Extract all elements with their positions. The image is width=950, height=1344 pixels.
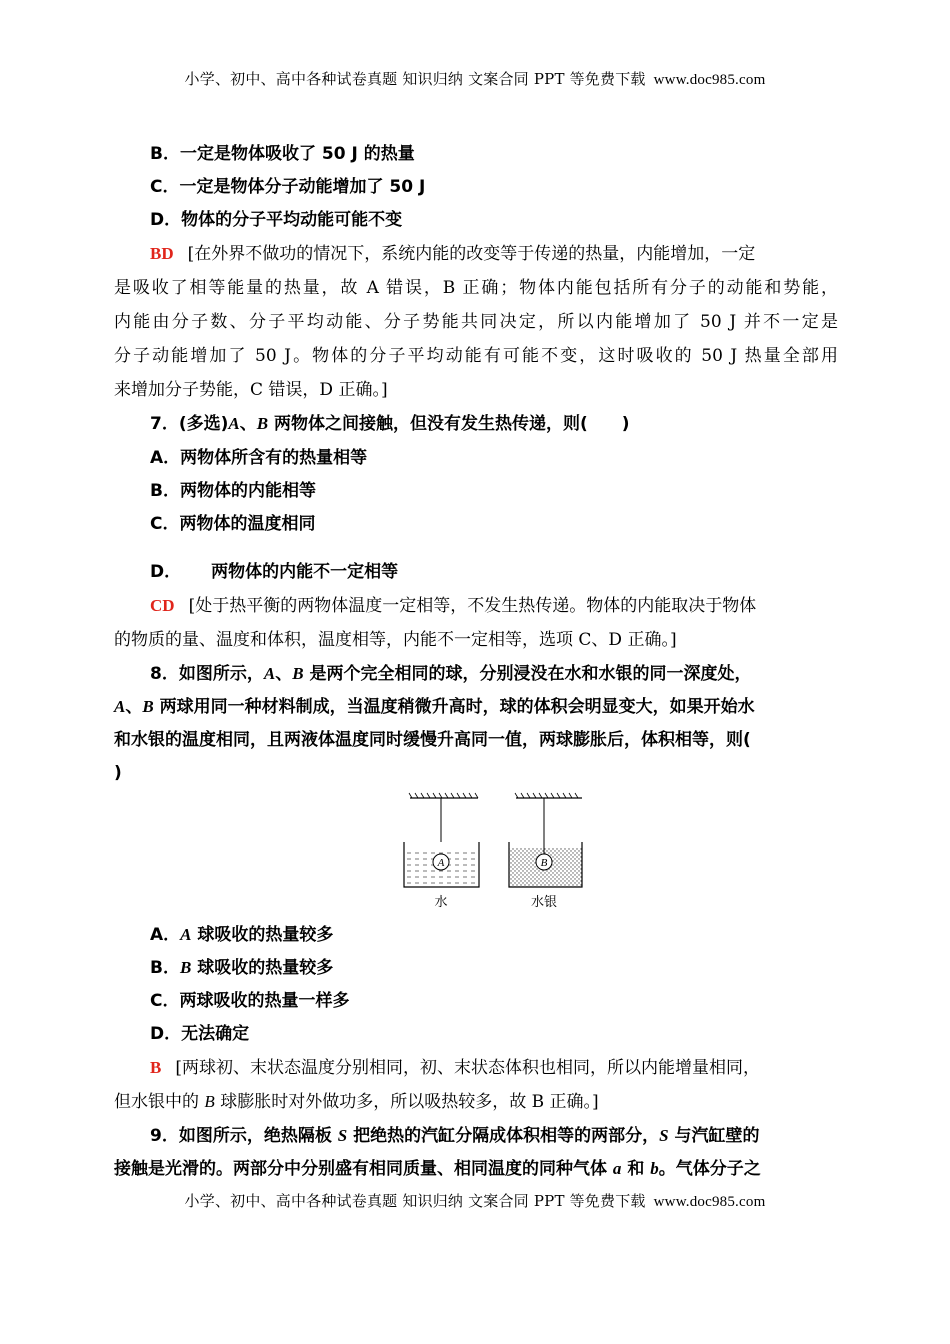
q8-opt-b-pre: B． [150, 958, 180, 978]
q6-answer: BD [150, 244, 174, 263]
q7-option-d-label: D． [150, 562, 182, 582]
q8-figure [398, 790, 588, 914]
ball-a-label: A [437, 857, 445, 869]
right-ceiling [515, 793, 582, 798]
q7-option-a: A．两物体所含有的热量相等 [150, 448, 368, 468]
q9-stem-line-2 [114, 1157, 838, 1181]
q8-answer: B [150, 1058, 162, 1077]
q8-l1-var-a: A [263, 664, 276, 683]
q6-exp-2: 是吸收了相等能量的热量，故 A 错误，B 正确；物体内能包括所有分子的动能和势能， [114, 278, 838, 298]
footer-text: 小学、初中、高中各种试卷真题 知识归纳 文案合同 PPT 等免费下载 [184, 1192, 646, 1210]
q8-explanation-line-1 [150, 1056, 840, 1080]
q7-stem-mid: 、 [239, 414, 257, 434]
footer-site: www.doc985.com [653, 1194, 766, 1210]
label-mercury: 水银 [530, 895, 558, 910]
q7-stem-post: 两物体之间接触，但没有发生热传递，则( ) [268, 414, 630, 434]
q8-stem-line-1 [150, 662, 840, 686]
header-site: www.doc985.com [653, 72, 766, 88]
q8-exp-1: [两球初、末状态温度分别相同，初、末状态体积也相同，所以内能增量相同， [175, 1058, 760, 1078]
q7-exp-2: 的物质的量、温度和体积，温度相等，内能不一定相等，选项 C、D 正确。] [114, 630, 677, 650]
q7-option-d-text: 两物体的内能不一定相等 [211, 562, 399, 582]
page-footer [0, 1190, 950, 1211]
q7-explanation-line-1 [150, 594, 840, 618]
q9-l1-pre: 9．如图所示，绝热隔板 [150, 1126, 338, 1146]
q7-var-b: B [256, 414, 269, 433]
q8-option-a [150, 923, 840, 947]
label-water: 水 [434, 895, 448, 910]
q8-l2-post: 两球用同一种材料制成，当温度稍微升高时，球的体积会明显变大，如果开始水 [153, 697, 755, 717]
q7-exp-1: [处于热平衡的两物体温度一定相等，不发生热传递。物体的内能取决于物体 [188, 596, 757, 616]
q9-l1-post: 与汽缸壁的 [668, 1126, 760, 1146]
q6-exp-5: 来增加分子势能，C 错误，D 正确。] [114, 380, 388, 400]
q6-option-d: D．物体的分子平均动能可能不变 [150, 210, 403, 230]
q8-exp-2-var: B [204, 1092, 215, 1111]
page-header [0, 68, 950, 89]
q6-exp-3: 内能由分子数、分子平均动能、分子势能共同决定，所以内能增加了 50 J 并不一定是 [114, 312, 838, 332]
q8-opt-a-var: A [180, 925, 192, 944]
q6-exp-4: 分子动能增加了 50 J。物体的分子平均动能有可能不变，这时吸收的 50 J 热量全部用 [114, 346, 838, 366]
left-ceiling [409, 793, 478, 798]
q8-l1-mid: 、 [275, 664, 293, 684]
q8-option-c: C．两球吸收的热量一样多 [150, 991, 350, 1011]
q9-l2-pre: 接触是光滑的。两部分中分别盛有相同质量、相同温度的同种气体 [114, 1159, 613, 1179]
q8-stem-line-2 [114, 695, 838, 719]
q8-l1-pre: 8．如图所示， [150, 664, 264, 684]
q9-l2-mid: 和 [621, 1159, 651, 1179]
q8-l1-var-b: B [292, 664, 304, 683]
q6-explanation-line-1 [150, 242, 840, 266]
q8-exp-2-pre: 但水银中的 [114, 1092, 205, 1112]
q7-var-a: A [228, 414, 240, 433]
ball-b-label: B [540, 857, 548, 869]
q6-exp-1: [在外界不做功的情况下，系统内能的改变等于传递的热量，内能增加，一定 [187, 244, 756, 264]
q9-l1-var-s: S [337, 1126, 348, 1145]
q7-option-c: C．两物体的温度相同 [150, 514, 316, 534]
q8-l2-mid: 、 [125, 697, 143, 717]
q6-option-b: B．一定是物体吸收了 50 J 的热量 [150, 144, 415, 164]
q6-option-c: C．一定是物体分子动能增加了 50 J [150, 177, 426, 197]
q9-l1-var-s2: S [659, 1126, 669, 1145]
q8-opt-a-post: 球吸收的热量较多 [191, 925, 334, 945]
q8-stem-line-4: ) [114, 763, 122, 783]
q9-l1-mid: 把绝热的汽缸分隔成体积相等的两部分， [347, 1126, 660, 1146]
q9-stem-line-1 [150, 1124, 840, 1148]
q7-option-d [150, 560, 840, 584]
q8-l2-var-a: A [114, 697, 126, 716]
header-text: 小学、初中、高中各种试卷真题 知识归纳 文案合同 PPT 等免费下载 [184, 70, 646, 88]
q8-exp-2-post: 球膨胀时对外做功多，所以吸热较多，故 B 正确。] [214, 1092, 599, 1112]
q9-l2-var-a: a [612, 1159, 622, 1178]
q7-stem-pre: 7．(多选) [150, 414, 229, 434]
q8-stem-line-3: 和水银的温度相同，且两液体温度同时缓慢升高同一值，两球膨胀后，体积相等，则( [114, 730, 751, 750]
q7-option-b: B．两物体的内能相等 [150, 481, 316, 501]
q8-opt-b-var: B [179, 958, 192, 977]
q8-l1-post: 是两个完全相同的球，分别浸没在水和水银的同一深度处， [303, 664, 752, 684]
q8-opt-b-post: 球吸收的热量较多 [191, 958, 334, 978]
q8-option-d: D．无法确定 [150, 1024, 250, 1044]
q7-stem [150, 412, 840, 436]
q8-opt-a-pre: A． [150, 925, 181, 945]
q8-explanation-line-2 [114, 1090, 838, 1114]
q8-option-b [150, 956, 840, 980]
q9-l2-post: 。气体分子之 [658, 1159, 761, 1179]
q7-answer: CD [150, 596, 175, 615]
q9-l2-var-b: b [650, 1159, 659, 1178]
q8-l2-var-b: B [142, 697, 154, 716]
